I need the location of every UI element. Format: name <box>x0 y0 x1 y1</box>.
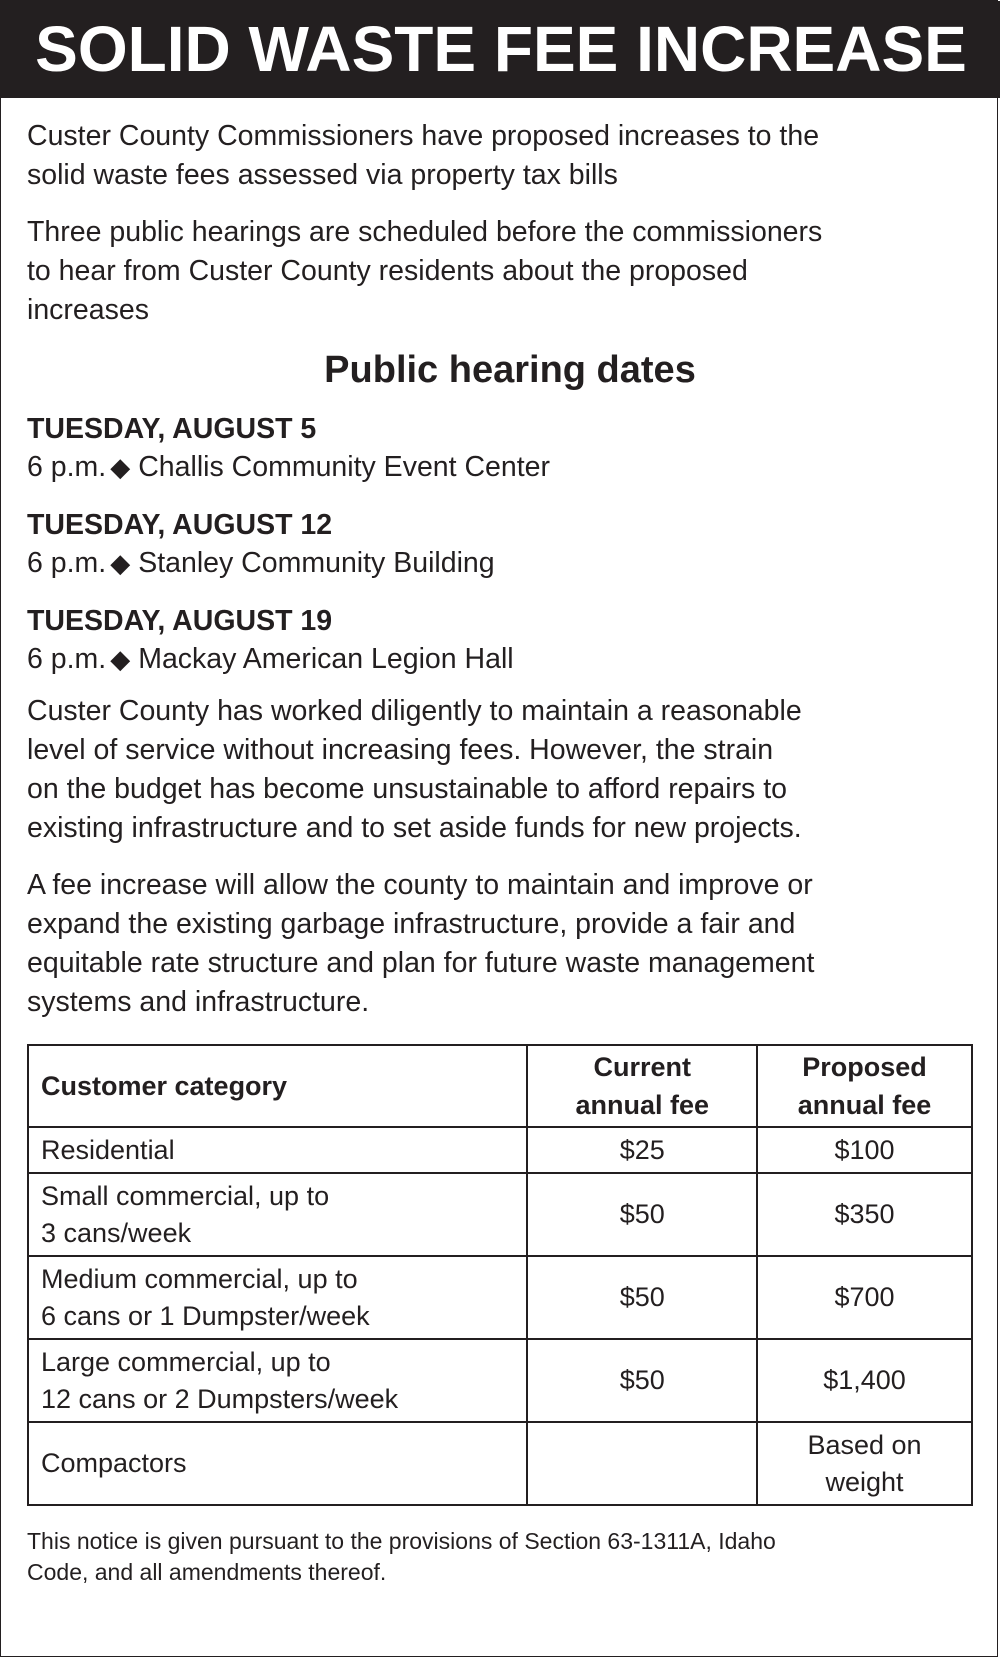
current-fee-cell: $25 <box>527 1127 757 1173</box>
hearing-date: TUESDAY, AUGUST 12 <box>27 509 333 541</box>
proposed-fee-cell: $350 <box>757 1173 972 1256</box>
table-row <box>28 1339 972 1422</box>
diamond-icon: ◆ <box>110 548 131 578</box>
hearing-detail <box>27 640 977 678</box>
hearing-item <box>27 506 977 582</box>
table-row <box>28 1256 972 1339</box>
table-row <box>28 1422 972 1505</box>
body-paragraph: Custer County has worked diligently to maintain a reasonable level of service without increasing fees. However, the strain on the budget has become unsustainable to afford repairs to existing infrastructure and to set aside funds for new projects. <box>27 695 802 844</box>
table-row <box>28 1173 972 1256</box>
proposed-fee-cell: Based on weight <box>757 1422 972 1505</box>
notice-title: SOLID WASTE FEE INCREASE <box>1 1 1000 98</box>
column-header-category: Customer category <box>28 1045 527 1127</box>
hearing-date: TUESDAY, AUGUST 5 <box>27 413 317 445</box>
diamond-icon: ◆ <box>110 452 131 482</box>
hearing-item <box>27 410 977 486</box>
table-row <box>28 1127 972 1173</box>
body-paragraph: A fee increase will allow the county to maintain and improve or expand the existing garbage infrastructure, provide a fair and equitable rate structure and plan for future waste management systems and infrastructure. <box>27 869 815 1018</box>
column-header-current-fee: Current annual fee <box>527 1045 757 1127</box>
diamond-icon: ◆ <box>110 644 131 674</box>
hearing-location: Challis Community Event Center <box>138 451 551 483</box>
current-fee-cell: $50 <box>527 1173 757 1256</box>
hearing-date: TUESDAY, AUGUST 19 <box>27 605 333 637</box>
category-cell: Large commercial, up to 12 cans or 2 Dumpsters/week <box>28 1339 527 1422</box>
hearing-time: 6 p.m. <box>27 643 107 675</box>
legal-footnote: This notice is given pursuant to the provisions of Section 63-1311A, Idaho Code, and all amendments thereof. <box>27 1528 776 1585</box>
proposed-fee-cell: $100 <box>757 1127 972 1173</box>
hearing-detail <box>27 448 977 486</box>
hearing-detail <box>27 544 977 582</box>
intro-paragraph: Three public hearings are scheduled before the commissioners to hear from Custer County residents about the proposed increases <box>27 216 823 326</box>
hearing-item <box>27 602 977 678</box>
proposed-fee-cell: $700 <box>757 1256 972 1339</box>
fee-table <box>27 1044 973 1506</box>
hearings-heading: Public hearing dates <box>324 349 696 391</box>
current-fee-cell <box>527 1422 757 1505</box>
proposed-fee-cell: $1,400 <box>757 1339 972 1422</box>
current-fee-cell: $50 <box>527 1256 757 1339</box>
current-fee-cell: $50 <box>527 1339 757 1422</box>
intro-paragraph: Custer County Commissioners have proposed increases to the solid waste fees assessed via property tax bills <box>27 120 820 191</box>
hearing-location: Stanley Community Building <box>138 547 495 579</box>
category-cell: Residential <box>28 1127 527 1173</box>
hearing-time: 6 p.m. <box>27 547 107 579</box>
hearing-time: 6 p.m. <box>27 451 107 483</box>
hearing-location: Mackay American Legion Hall <box>138 643 514 675</box>
table-header-row <box>28 1045 972 1127</box>
category-cell: Compactors <box>28 1422 527 1505</box>
notice-body <box>27 117 977 1588</box>
category-cell: Small commercial, up to 3 cans/week <box>28 1173 527 1256</box>
category-cell: Medium commercial, up to 6 cans or 1 Dumpster/week <box>28 1256 527 1339</box>
column-header-proposed-fee: Proposed annual fee <box>757 1045 972 1127</box>
